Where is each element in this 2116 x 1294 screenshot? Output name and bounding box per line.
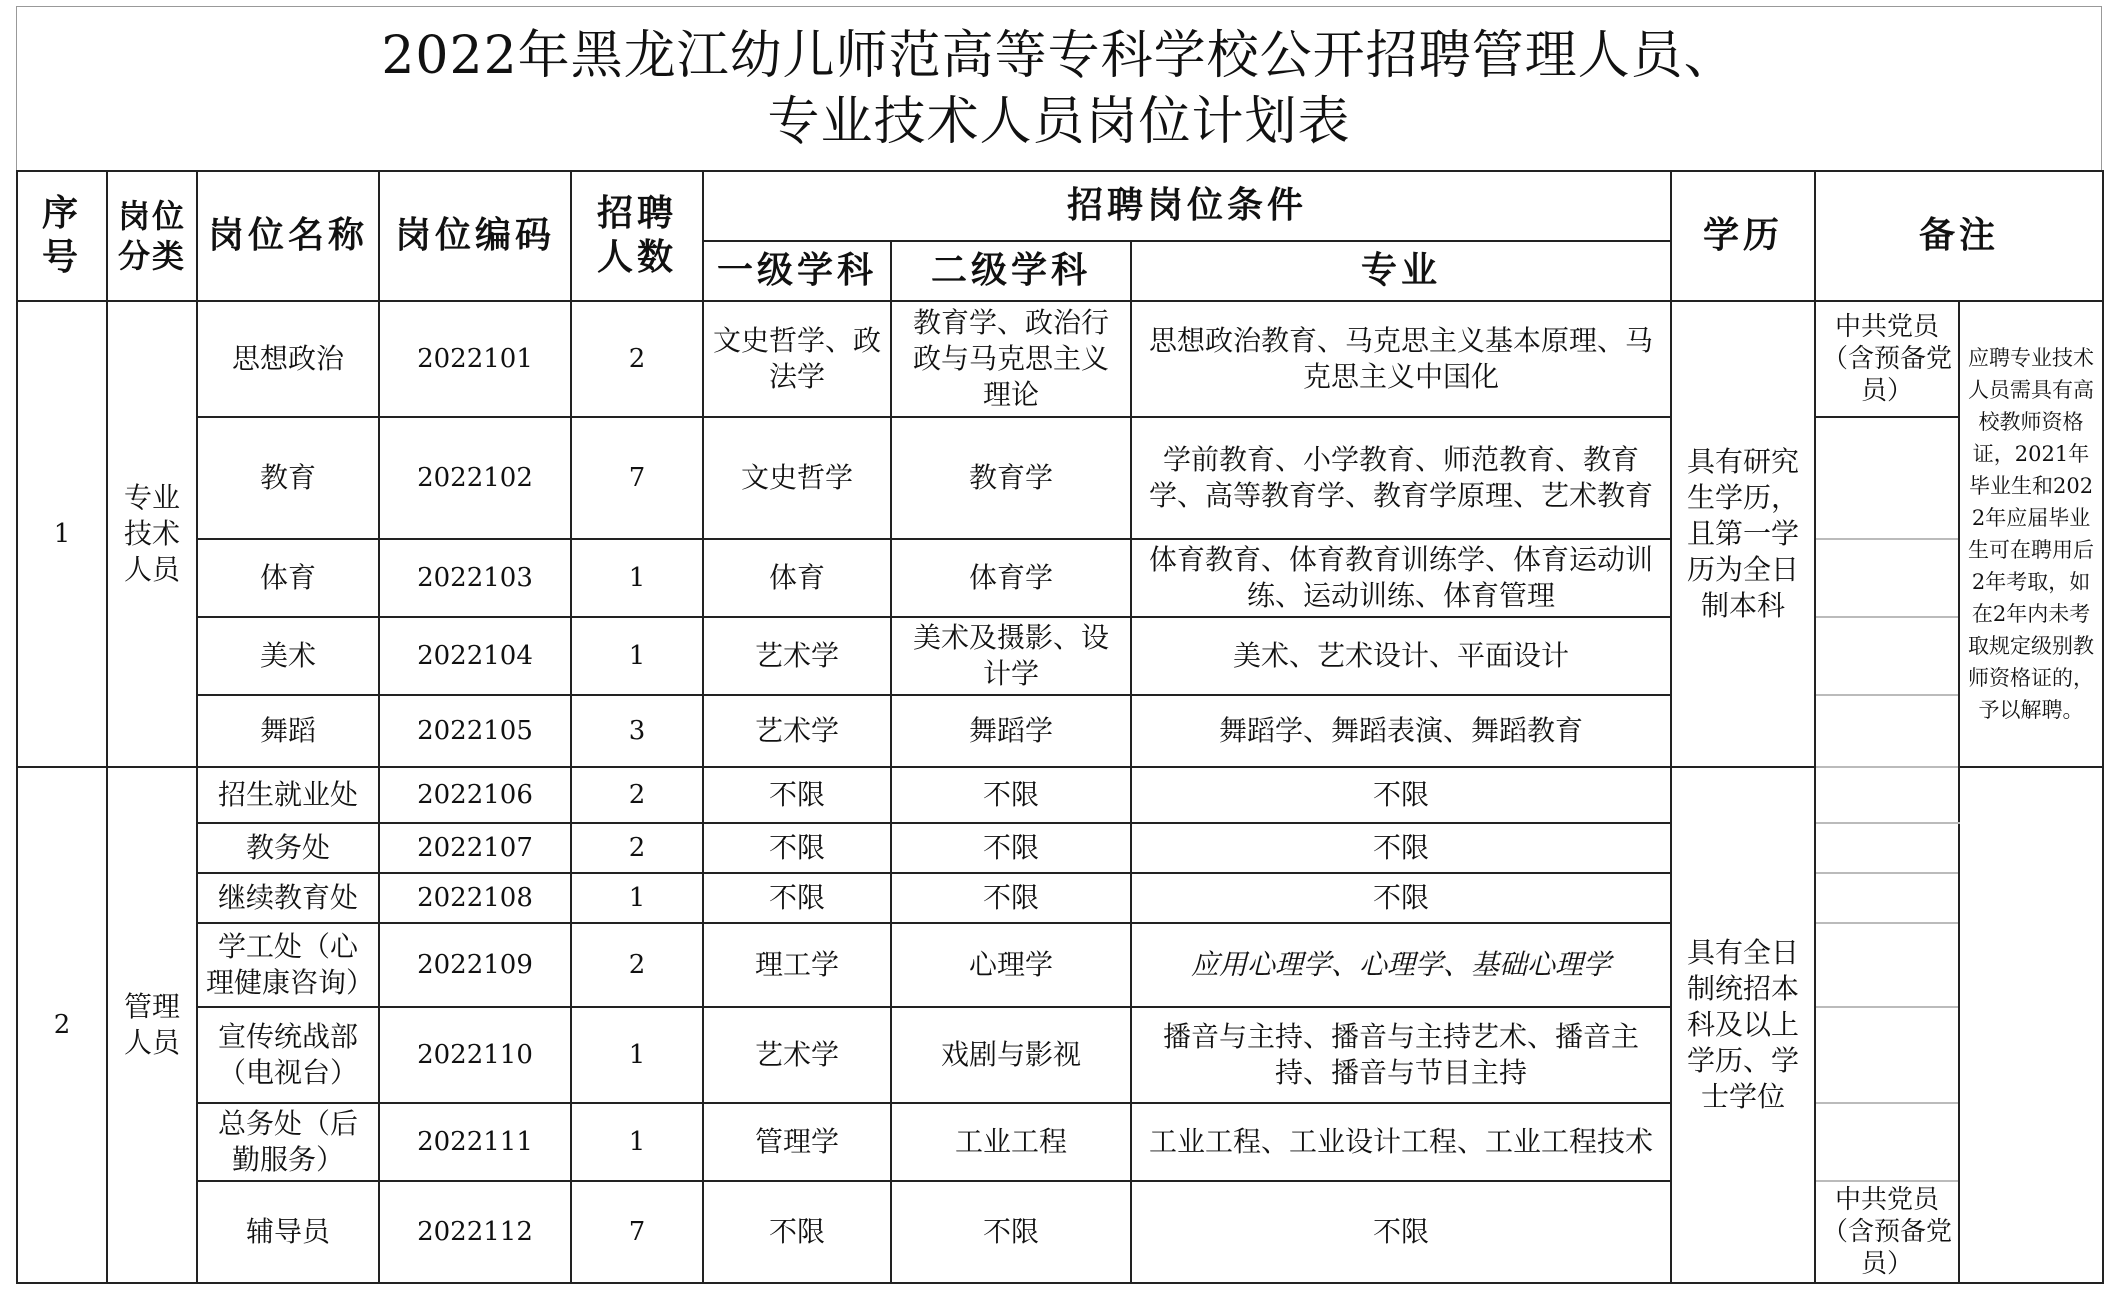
cell-major: 应用心理学、心理学、基础心理学 bbox=[1131, 923, 1671, 1007]
cell-subject1: 不限 bbox=[703, 873, 891, 923]
group-education: 具有全日制统招本科及以上学历、学士学位 bbox=[1671, 767, 1815, 1283]
header-name: 岗位名称 bbox=[197, 171, 379, 301]
cell-count: 1 bbox=[571, 617, 703, 695]
cell-name: 舞蹈 bbox=[197, 695, 379, 767]
cell-code: 2022104 bbox=[379, 617, 571, 695]
cell-name: 体育 bbox=[197, 539, 379, 617]
cell-count: 1 bbox=[571, 873, 703, 923]
remark-cell bbox=[1815, 539, 1959, 617]
cell-major: 不限 bbox=[1131, 823, 1671, 873]
cell-subject1: 管理学 bbox=[703, 1103, 891, 1181]
header-education: 学历 bbox=[1671, 171, 1815, 301]
cell-major: 体育教育、体育教育训练学、体育运动训练、运动训练、体育管理 bbox=[1131, 539, 1671, 617]
group-seq: 2 bbox=[17, 767, 107, 1283]
remark-cell bbox=[1815, 767, 1959, 823]
cell-subject2: 体育学 bbox=[891, 539, 1131, 617]
cell-name: 宣传统战部（电视台） bbox=[197, 1007, 379, 1103]
cell-major: 工业工程、工业设计工程、工业工程技术 bbox=[1131, 1103, 1671, 1181]
header-conditions: 招聘岗位条件 bbox=[703, 171, 1671, 241]
cell-code: 2022106 bbox=[379, 767, 571, 823]
cell-subject2: 美术及摄影、设计学 bbox=[891, 617, 1131, 695]
cell-name: 教育 bbox=[197, 417, 379, 539]
remark-cell bbox=[1815, 873, 1959, 923]
remark-cell bbox=[1815, 617, 1959, 695]
cell-code: 2022101 bbox=[379, 301, 571, 417]
cell-subject1: 艺术学 bbox=[703, 695, 891, 767]
cell-subject2: 不限 bbox=[891, 1181, 1131, 1283]
remark-cell bbox=[1815, 823, 1959, 873]
cell-subject1: 体育 bbox=[703, 539, 891, 617]
cell-count: 1 bbox=[571, 1103, 703, 1181]
cell-count: 2 bbox=[571, 767, 703, 823]
cell-code: 2022109 bbox=[379, 923, 571, 1007]
cell-subject2: 不限 bbox=[891, 767, 1131, 823]
cell-subject1: 文史哲学 bbox=[703, 417, 891, 539]
cell-code: 2022110 bbox=[379, 1007, 571, 1103]
cell-subject2: 心理学 bbox=[891, 923, 1131, 1007]
cell-subject1: 不限 bbox=[703, 767, 891, 823]
cell-count: 2 bbox=[571, 923, 703, 1007]
page-title-line-2: 专业技术人员岗位计划表 bbox=[767, 92, 1351, 152]
header-remarks: 备注 bbox=[1815, 171, 2103, 301]
cell-name: 继续教育处 bbox=[197, 873, 379, 923]
cell-major: 思想政治教育、马克思主义基本原理、马克思主义中国化 bbox=[1131, 301, 1671, 417]
remark-cell bbox=[1815, 923, 1959, 1007]
page-title-line-1: 2022年黑龙江幼儿师范高等专科学校公开招聘管理人员、 bbox=[381, 26, 1737, 86]
group-category: 专业技术人员 bbox=[107, 301, 197, 767]
cell-subject2: 工业工程 bbox=[891, 1103, 1131, 1181]
header-subject2: 二级学科 bbox=[891, 241, 1131, 301]
group-education: 具有研究生学历，且第一学历为全日制本科 bbox=[1671, 301, 1815, 767]
header-subject1: 一级学科 bbox=[703, 241, 891, 301]
remark-cell bbox=[1815, 417, 1959, 539]
cell-count: 3 bbox=[571, 695, 703, 767]
cell-code: 2022108 bbox=[379, 873, 571, 923]
cell-count: 2 bbox=[571, 823, 703, 873]
cell-subject1: 艺术学 bbox=[703, 1007, 891, 1103]
cell-name: 辅导员 bbox=[197, 1181, 379, 1283]
cell-count: 7 bbox=[571, 1181, 703, 1283]
cell-subject2: 不限 bbox=[891, 823, 1131, 873]
cell-major: 不限 bbox=[1131, 873, 1671, 923]
cell-major: 不限 bbox=[1131, 1181, 1671, 1283]
cell-code: 2022112 bbox=[379, 1181, 571, 1283]
position-plan-table bbox=[16, 170, 2104, 1284]
cell-name: 学工处（心理健康咨询） bbox=[197, 923, 379, 1007]
cell-code: 2022102 bbox=[379, 417, 571, 539]
cell-code: 2022105 bbox=[379, 695, 571, 767]
cell-major: 学前教育、小学教育、师范教育、教育学、高等教育学、教育学原理、艺术教育 bbox=[1131, 417, 1671, 539]
cell-major: 美术、艺术设计、平面设计 bbox=[1131, 617, 1671, 695]
cell-subject2: 教育学、政治行政与马克思主义理论 bbox=[891, 301, 1131, 417]
cell-subject2: 戏剧与影视 bbox=[891, 1007, 1131, 1103]
table-row bbox=[17, 767, 2103, 823]
cell-subject2: 教育学 bbox=[891, 417, 1131, 539]
group-seq: 1 bbox=[17, 301, 107, 767]
cell-name: 教务处 bbox=[197, 823, 379, 873]
cell-name: 思想政治 bbox=[197, 301, 379, 417]
remark-cell bbox=[1815, 695, 1959, 767]
cell-name: 总务处（后勤服务） bbox=[197, 1103, 379, 1181]
header-count: 招聘人数 bbox=[571, 171, 703, 301]
cell-count: 1 bbox=[571, 1007, 703, 1103]
cell-subject1: 艺术学 bbox=[703, 617, 891, 695]
cell-subject1: 理工学 bbox=[703, 923, 891, 1007]
cell-count: 7 bbox=[571, 417, 703, 539]
cell-subject2: 不限 bbox=[891, 873, 1131, 923]
cell-code: 2022111 bbox=[379, 1103, 571, 1181]
cell-code: 2022103 bbox=[379, 539, 571, 617]
cell-major: 不限 bbox=[1131, 767, 1671, 823]
cell-name: 美术 bbox=[197, 617, 379, 695]
cell-name: 招生就业处 bbox=[197, 767, 379, 823]
cell-major: 播音与主持、播音与主持艺术、播音主持、播音与节目主持 bbox=[1131, 1007, 1671, 1103]
header-category: 岗位分类 bbox=[107, 171, 197, 301]
party-member-note: 中共党员（含预备党员） bbox=[1815, 301, 1959, 417]
cell-count: 1 bbox=[571, 539, 703, 617]
header-seq: 序号 bbox=[17, 171, 107, 301]
remark-cell bbox=[1815, 1007, 1959, 1103]
cell-code: 2022107 bbox=[379, 823, 571, 873]
cell-subject1: 不限 bbox=[703, 823, 891, 873]
party-member-note: 中共党员（含预备党员） bbox=[1815, 1181, 1959, 1283]
header-code: 岗位编码 bbox=[379, 171, 571, 301]
cell-subject2: 舞蹈学 bbox=[891, 695, 1131, 767]
cell-major: 舞蹈学、舞蹈表演、舞蹈教育 bbox=[1131, 695, 1671, 767]
cell-subject1: 不限 bbox=[703, 1181, 891, 1283]
table-row bbox=[17, 301, 2103, 417]
remark-cell bbox=[1815, 1103, 1959, 1181]
header-major: 专业 bbox=[1131, 241, 1671, 301]
group-category: 管理人员 bbox=[107, 767, 197, 1283]
remark-extra-cell bbox=[1959, 767, 2103, 1283]
cell-subject1: 文史哲学、政法学 bbox=[703, 301, 891, 417]
cell-count: 2 bbox=[571, 301, 703, 417]
title-area bbox=[16, 6, 2102, 170]
teacher-certificate-note: 应聘专业技术人员需具有高校教师资格证，2021年毕业生和2022年应届毕业生可在聘用后2年考取，如在2年内未考取规定级别教师资格证的，予以解聘。 bbox=[1959, 301, 2103, 767]
